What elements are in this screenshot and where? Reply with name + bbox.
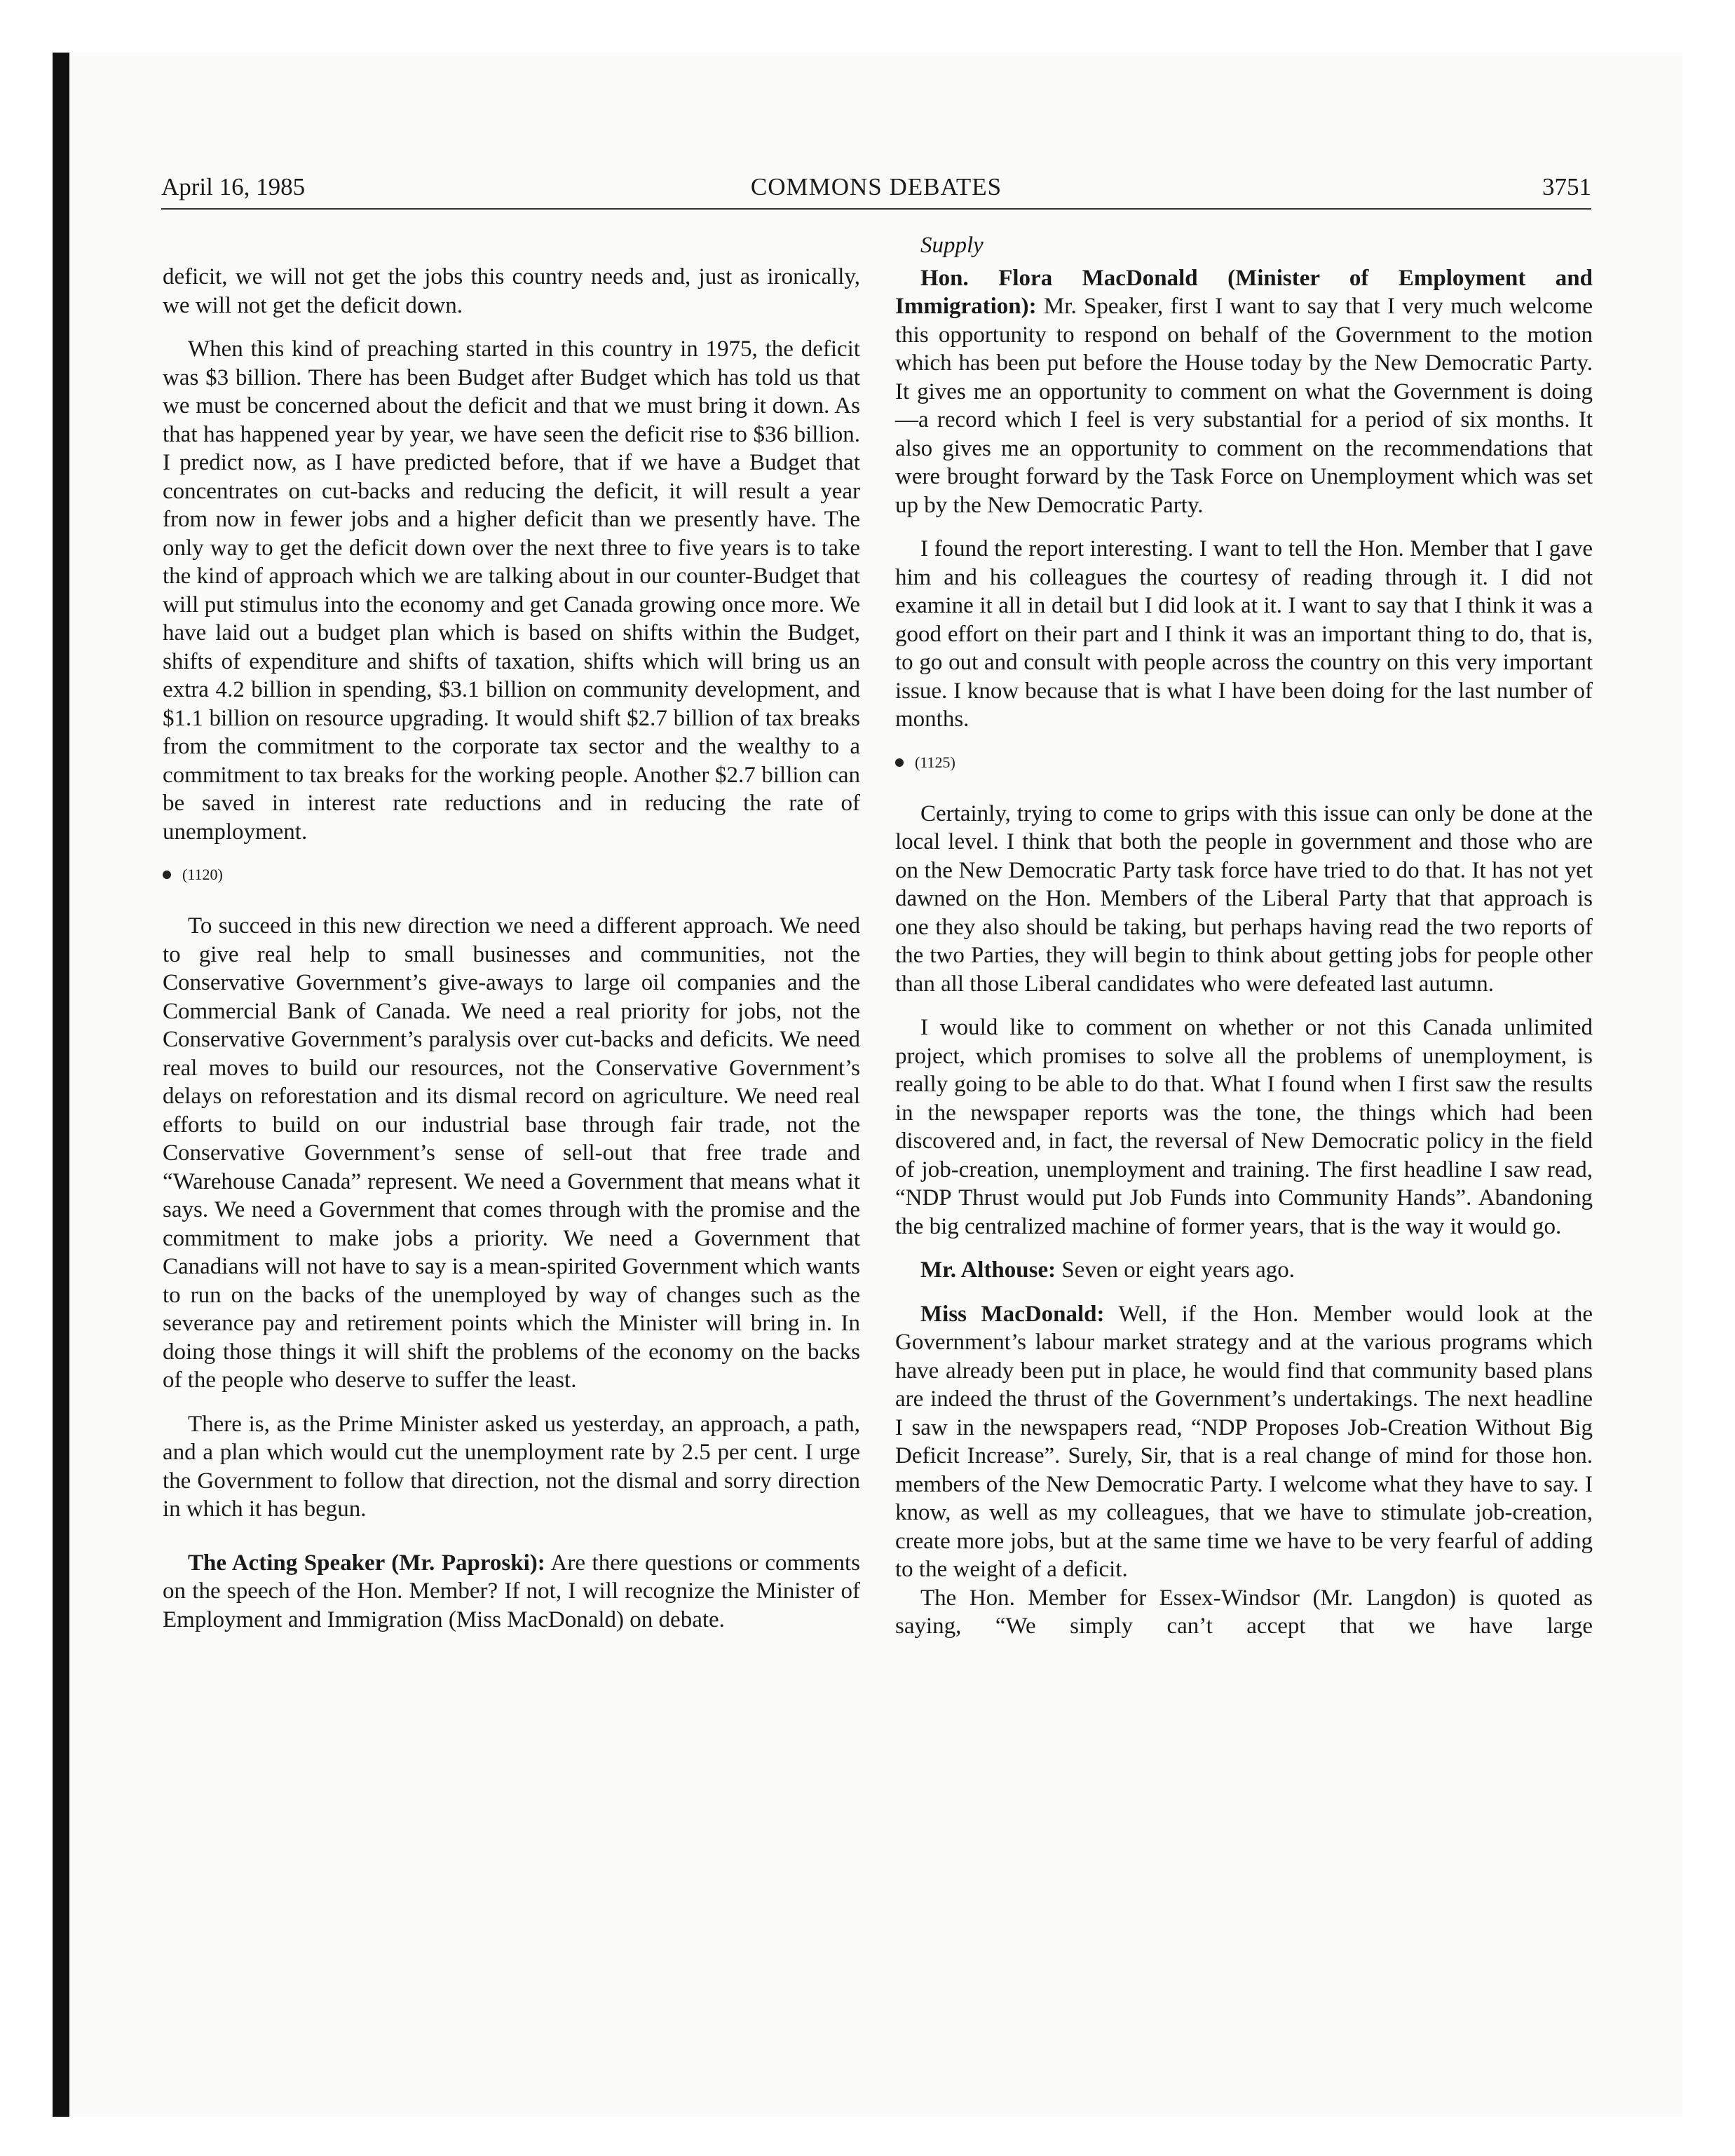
page-header — [161, 173, 1591, 208]
speech-text: Mr. Speaker, first I want to say that I very much welcome this opportunity to respond on behalf of the Government to the motion which has been put before the House today by the New Democratic Party. It gives me an opportunity to comment on what the Government is doing—a record which I feel is very substantial for a period of six months. It also gives me an opportunity to comment on the recommendations that were brought forward by the Task Force on Unemployment which was set up by the New Democratic Party. — [895, 294, 1593, 518]
paragraph: I found the report interesting. I want to tell the Hon. Member that I gave him and his colleagues the courtesy of reading through it. I did not examine it all in detail but I did look at it. I want to say that I think it was a good effort on their part and I think it was an important thing to do, that is, to go out and consult with people across the country on this very important issue. I know because that is what I have been doing for the last number of months. — [895, 536, 1593, 732]
left-column — [163, 263, 860, 1634]
speaker-name: Hon. Flora MacDonald (Minister of Employment and Immigration): — [895, 265, 1593, 319]
time-marker-label: (1120) — [182, 866, 223, 883]
speech-text: Well, if the Hon. Member would look at the Government’s labour market strategy and at the various programs which have already been put in place, he would find that community based plans are indeed the thrust of the Government’s undertakings. The next headline I saw in the newspapers read, “NDP Proposes Job-Creation Without Big Deficit Increase”. Surely, Sir, that is a real change of mind for those hon. members of the New Democratic Party. I welcome what they have to say. I know, as well as my colleagues, that we have to stimulate job-creation, create more jobs, but at the same time we have to be very fearful of adding to the weight of a deficit. — [895, 1301, 1593, 1582]
paragraph: The Hon. Member for Essex-Windsor (Mr. Langdon) is quoted as saying, “We simply can’t accept that we have large — [895, 1585, 1593, 1639]
paragraph — [895, 1300, 1593, 1584]
speaker-name: Miss MacDonald: — [920, 1301, 1105, 1327]
header-title: COMMONS DEBATES — [750, 173, 1002, 200]
paragraph — [163, 1549, 860, 1635]
paragraph: There is, as the Prime Minister asked us yesterday, an approach, a path, and a plan which would cut the unemployment rate by 2.5 per cent. I urge the Government to follow that direction, not the dismal and sorry direction in which it has begun. — [163, 1411, 860, 1522]
speaker-name: The Acting Speaker (Mr. Paproski): — [188, 1550, 545, 1576]
paragraph: When this kind of preaching started in this country in 1975, the deficit was $3 billion. There has been Budget after Budget which has told us that we must be concerned about the deficit and that we must bring it down. As that has happened year by year, we have seen the deficit rise to $36 billion. I predict now, as I have predicted before, that if we have a Budget that concentrates on cut-backs and reducing the deficit, it will result a year from now in fewer jobs and a higher deficit than we presently have. The only way to get the deficit down over the next three to five years is to take the kind of approach which we are talking about in our counter-Budget that will put stimulus into the economy and get Canada growing once more. We have laid out a budget plan which is based on shifts within the Budget, shifts of expenditure and shifts of taxation, shifts which will bring us an extra 4.2 billion in spending, $3.1 billion on community development, and $1.1 billion on resource upgrading. It would shift $2.7 billion of tax breaks from the commitment to the corporate tax sector and the wealthy to a commitment to tax breaks for the working people. Another $2.7 billion can be saved in interest rate reductions and in reducing the rate of unemployment. — [163, 336, 860, 845]
speech-text: Are there questions or comments on the speech of the Hon. Member? If not, I will recognize the Minister of Employment and Immigration (Miss MacDonald) on debate. — [163, 1550, 860, 1632]
right-column — [895, 231, 1593, 1641]
header-rule — [161, 208, 1591, 210]
bullet-icon — [895, 758, 904, 767]
paragraph: deficit, we will not get the jobs this country needs and, just as ironically, we will not get the deficit down. — [163, 264, 860, 318]
time-marker — [163, 864, 860, 885]
header-date: April 16, 1985 — [161, 173, 306, 200]
paragraph: To succeed in this new direction we need a different approach. We need to give real help to small businesses and communities, not the Conservative Government’s give-aways to large oil companies and the Commercial Bank of Canada. We need a real priority for jobs, not the Conservative Government’s paralysis over cut-backs and deficits. We need real moves to build our resources, not the Conservative Government’s delays on reforestation and its dismal record on agriculture. We need real efforts to build on our industrial base through fair trade, not the Conservative Government’s sense of sell-out that free trade and “Warehouse Canada” represent. We need a Government that means what it says. We need a Government that comes through with the promise and the commitment to make jobs a priority. We need a Government that Canadians will not have to say is a mean-spirited Government which wants to run on the backs of the unemployed by way of changes such as the severance pay and retirement points which the Minister will bring in. In doing those things it will shift the problems of the economy on the backs of the people who deserve to suffer the least. — [163, 913, 860, 1393]
paragraph — [895, 1256, 1593, 1285]
page-number: 3751 — [1542, 173, 1591, 200]
section-heading: Supply — [920, 233, 984, 258]
time-marker — [895, 752, 1593, 773]
paragraph: I would like to comment on whether or not this Canada unlimited project, which promises to solve all the problems of unemployment, is really going to be able to do that. What I found when I first saw the results in the newspaper reports was the tone, the things which had been discovered and, in fact, the reversal of New Democratic policy in the field of job-creation, unemployment and training. The first headline I saw read, “NDP Thrust would put Job Funds into Community Hands”. Abandoning the big centralized machine of former years, that is the way it would go. — [895, 1015, 1593, 1239]
speaker-name: Mr. Althouse: — [920, 1257, 1056, 1283]
scan-binding-edge — [53, 53, 69, 2117]
speech-text: Seven or eight years ago. — [1061, 1257, 1295, 1283]
bullet-icon — [163, 871, 171, 879]
time-marker-label: (1125) — [915, 753, 955, 771]
paragraph — [895, 264, 1593, 520]
paragraph: Certainly, trying to come to grips with this issue can only be done at the local level. I think that both the people in government and those who are on the New Democratic Party task force have tried to do that. It has not yet dawned on the Hon. Members of the Liberal Party that that approach is one they also should be taking, but perhaps having read the two reports of the two Parties, they will begin to think about getting jobs for people other than all those Liberal candidates who were defeated last autumn. — [895, 800, 1593, 997]
